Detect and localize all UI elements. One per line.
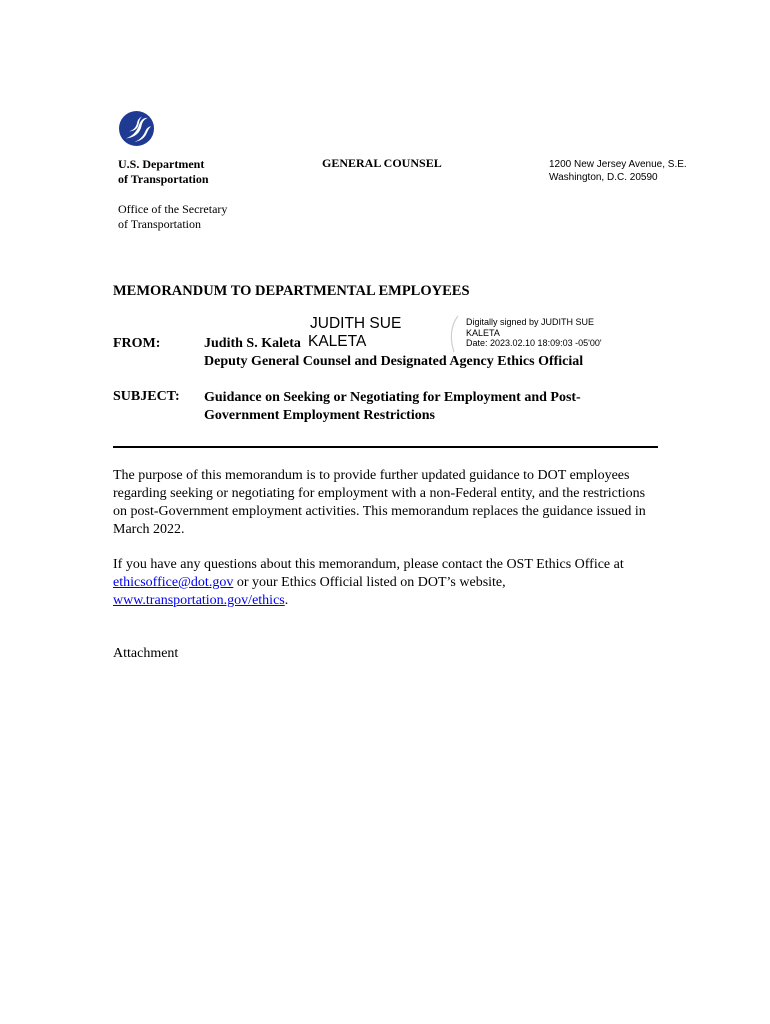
body-paragraph-2: [113, 556, 658, 610]
ethics-email-link[interactable]: ethicsoffice@dot.gov: [113, 575, 234, 590]
office-line2: of Transportation: [118, 217, 202, 231]
subject-label: SUBJECT:: [113, 389, 180, 404]
body-paragraph-1: The purpose of this memorandum is to provide further updated guidance to DOT employees regarding seeking or negotiating for employment with a non-Federal entity, and the restrictions on post-Government employment activities. This memorandum replaces the guidance issued in March 2022.: [113, 468, 646, 537]
divider: [113, 446, 658, 448]
address-line1: 1200 New Jersey Avenue, S.E.: [549, 159, 687, 170]
attachment-label: Attachment: [113, 646, 179, 661]
from-title: Deputy General Counsel and Designated Agency Ethics Official: [204, 354, 584, 369]
ethics-website-link[interactable]: www.transportation.gov/ethics: [113, 593, 285, 608]
signature-details-line3: Date: 2023.02.10 18:09:03 -05'00': [466, 338, 602, 348]
signature-details-line1: Digitally signed by JUDITH SUE: [466, 317, 595, 327]
signature-details-line2: KALETA: [466, 327, 500, 338]
subject-line1: Guidance on Seeking or Negotiating for Employment and Post-: [204, 390, 581, 405]
subject-line2: Government Employment Restrictions: [204, 408, 435, 423]
office-name: [118, 202, 227, 232]
signature-mark-icon: [444, 314, 464, 354]
dot-logo-icon: [119, 111, 154, 146]
address: [549, 158, 687, 184]
signature-name: [310, 315, 401, 351]
memo-title: MEMORANDUM TO DEPARTMENTAL EMPLOYEES: [113, 283, 470, 299]
signature-name-line1: JUDITH SUE: [310, 315, 402, 332]
from-name: Judith S. Kaleta: [204, 336, 301, 351]
signature-name-line2: KALETA: [308, 333, 367, 350]
address-line2: Washington, D.C. 20590: [549, 172, 658, 183]
office-line1: Office of the Secretary: [118, 202, 228, 216]
department-line1: U.S. Department: [118, 157, 205, 171]
paragraph-2-text-start: If you have any questions about this memorandum, please contact the OST Ethics Office at: [113, 557, 624, 572]
paragraph-2-text-middle: or your Ethics Official listed on DOT’s website,: [233, 575, 506, 590]
paragraph-2-text-end: .: [284, 593, 289, 608]
department-line2: of Transportation: [118, 172, 209, 186]
department-name: [118, 157, 209, 187]
from-label: FROM:: [113, 336, 161, 351]
signature-details: [466, 317, 626, 349]
unit-name: GENERAL COUNSEL: [322, 156, 442, 170]
subject-text: [204, 389, 634, 425]
